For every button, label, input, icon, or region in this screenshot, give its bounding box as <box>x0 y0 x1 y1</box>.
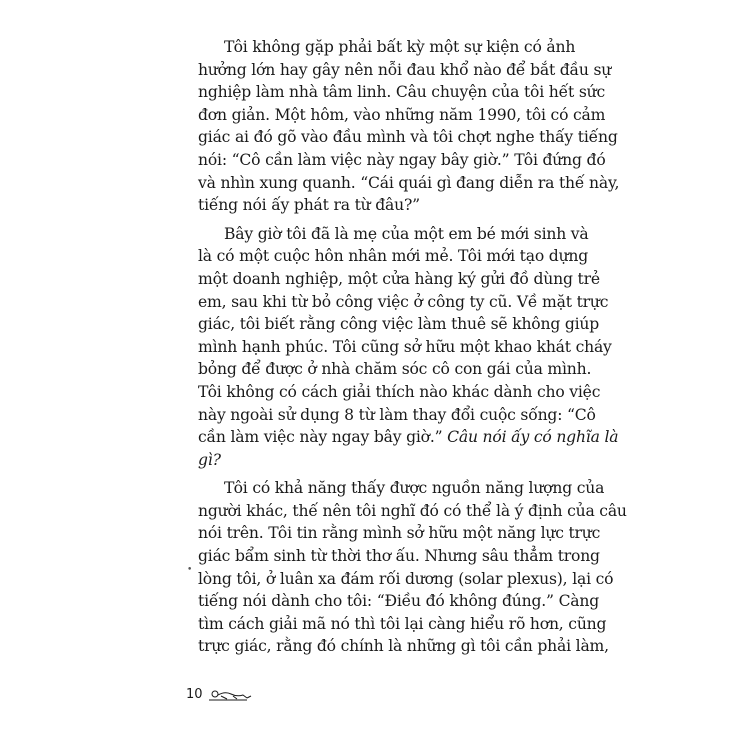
text-line: giác bẩm sinh từ thời thơ ấu. Nhưng sâu thẳm trong <box>198 547 600 566</box>
text-line: giác, tôi biết rằng công việc làm thuê sẽ không giúp <box>198 315 600 334</box>
text-line: Bây giờ tôi đã là mẹ của một em bé mới sinh và <box>224 224 589 243</box>
text-line: đơn giản. Một hôm, vào những năm 1990, tôi có cảm <box>198 105 606 124</box>
text-line: gì? <box>198 450 221 469</box>
page-footer <box>186 686 253 702</box>
text-line: Tôi không có cách giải thích nào khác dành cho việc <box>198 382 601 401</box>
text-line: em, sau khi từ bỏ công việc ở công ty cũ. Về mặt trực <box>198 292 609 311</box>
margin-mark: • <box>187 565 193 575</box>
text-line: nói trên. Tôi tin rằng mình sở hữu một năng lực trực <box>198 524 601 543</box>
text-line: trực giác, rằng đó chính là những gì tôi cần phải làm, <box>198 637 609 656</box>
text-line: người khác, thế nên tôi nghĩ đó có thể là ý định của câu <box>198 501 627 520</box>
text-line: Tôi có khả năng thấy được nguồn năng lượng của <box>224 479 605 498</box>
italic-text: Câu nói ấy có nghĩa là <box>447 428 619 447</box>
text-line: nghiệp làm nhà tâm linh. Câu chuyện của tôi hết sức <box>198 83 606 102</box>
text-line: là có một cuộc hôn nhân mới mẻ. Tôi mới tạo dựng <box>198 247 589 266</box>
reclining-figure-icon <box>207 686 253 702</box>
text-line: lòng tôi, ở luân xa đám rối dương (solar plexus), lại có <box>198 569 614 588</box>
text-line <box>198 426 619 449</box>
text-line: và nhìn xung quanh. “Cái quái gì đang diễn ra thế này, <box>198 173 620 192</box>
text-line: tiếng nói dành cho tôi: “Điều đó không đúng.” Càng <box>198 592 600 611</box>
text-line: giác ai đó gõ vào đầu mình và tôi chợt nghe thấy tiếng <box>198 128 618 147</box>
text-line: mình hạnh phúc. Tôi cũng sở hữu một khao khát cháy <box>198 337 612 356</box>
text-line: tiếng nói ấy phát ra từ đâu?” <box>198 196 420 215</box>
text-line: tìm cách giải mã nó thì tôi lại càng hiểu rõ hơn, cũng <box>198 614 607 633</box>
text-line: một doanh nghiệp, một cửa hàng ký gửi đồ dùng trẻ <box>198 269 600 288</box>
text-line: này ngoài sử dụng 8 từ làm thay đổi cuộc sống: “Cô <box>198 405 596 424</box>
text-line: Tôi không gặp phải bất kỳ một sự kiện có ảnh <box>224 38 576 56</box>
text-line: hưởng lớn hay gây nên nỗi đau khổ nào để bắt đầu sự <box>198 60 612 79</box>
page-number: 10 <box>186 686 203 702</box>
body-text <box>198 36 627 658</box>
text-segment: cần làm việc này ngay bây giờ.” <box>198 428 443 447</box>
text-line: bỏng để được ở nhà chăm sóc cô con gái của mình. <box>198 360 592 379</box>
text-line: nói: “Cô cần làm việc này ngay bây giờ.” Tôi đứng đó <box>198 150 606 169</box>
